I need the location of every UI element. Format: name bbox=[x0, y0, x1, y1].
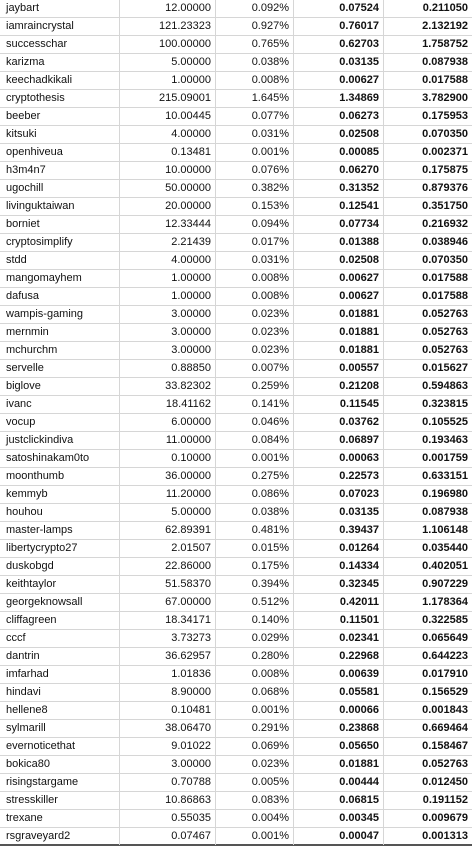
percent-cell[interactable]: 0.141% bbox=[216, 396, 294, 413]
percent-cell[interactable]: 0.382% bbox=[216, 180, 294, 197]
percent-cell[interactable]: 0.004% bbox=[216, 810, 294, 827]
table-row[interactable] bbox=[0, 180, 472, 198]
value-b-cell[interactable]: 0.017588 bbox=[422, 290, 468, 302]
amount-cell[interactable]: 0.88850 bbox=[120, 360, 216, 377]
username-cell[interactable]: hindavi bbox=[0, 684, 120, 701]
percent-cell[interactable]: 0.023% bbox=[216, 342, 294, 359]
username-cell[interactable]: justclickindiva bbox=[0, 432, 120, 449]
username-cell[interactable]: cccf bbox=[0, 630, 120, 647]
value-a-cell[interactable]: 0.23868 bbox=[294, 720, 384, 737]
username-cell[interactable]: houhou bbox=[0, 504, 120, 521]
amount-cell[interactable]: 18.41162 bbox=[120, 396, 216, 413]
percent-cell[interactable]: 0.153% bbox=[216, 198, 294, 215]
amount-cell[interactable]: 1.00000 bbox=[120, 270, 216, 287]
value-a-cell[interactable]: 0.21208 bbox=[294, 378, 384, 395]
amount-cell[interactable]: 3.00000 bbox=[120, 756, 216, 773]
amount-cell[interactable]: 9.01022 bbox=[120, 738, 216, 755]
username-cell[interactable]: evernoticethat bbox=[0, 738, 120, 755]
username-cell[interactable]: ugochill bbox=[0, 180, 120, 197]
value-a-cell[interactable]: 0.12541 bbox=[294, 198, 384, 215]
value-b-cell[interactable]: 0.001759 bbox=[422, 452, 468, 464]
percent-cell[interactable]: 0.001% bbox=[216, 828, 294, 845]
value-b-cell[interactable]: 0.402051 bbox=[422, 560, 468, 572]
percent-cell[interactable]: 0.094% bbox=[216, 216, 294, 233]
table-row[interactable] bbox=[0, 234, 472, 252]
table-row[interactable] bbox=[0, 666, 472, 684]
value-a-cell[interactable]: 0.62703 bbox=[294, 36, 384, 53]
value-b-cell[interactable]: 0.175953 bbox=[422, 110, 468, 122]
amount-cell[interactable]: 20.00000 bbox=[120, 198, 216, 215]
value-b-cell[interactable]: 0.065649 bbox=[422, 632, 468, 644]
percent-cell[interactable]: 0.092% bbox=[216, 0, 294, 17]
table-row[interactable] bbox=[0, 0, 472, 18]
value-a-cell[interactable]: 0.02341 bbox=[294, 630, 384, 647]
value-a-cell[interactable]: 0.31352 bbox=[294, 180, 384, 197]
username-cell[interactable]: mchurchm bbox=[0, 342, 120, 359]
percent-cell[interactable]: 0.275% bbox=[216, 468, 294, 485]
amount-cell[interactable]: 0.13481 bbox=[120, 144, 216, 161]
percent-cell[interactable]: 0.046% bbox=[216, 414, 294, 431]
table-row[interactable] bbox=[0, 558, 472, 576]
value-b-cell[interactable]: 0.633151 bbox=[422, 470, 468, 482]
percent-cell[interactable]: 0.023% bbox=[216, 324, 294, 341]
value-b-cell[interactable]: 0.193463 bbox=[422, 434, 468, 446]
username-cell[interactable]: ivanc bbox=[0, 396, 120, 413]
amount-cell[interactable]: 18.34171 bbox=[120, 612, 216, 629]
percent-cell[interactable]: 0.001% bbox=[216, 144, 294, 161]
username-cell[interactable]: rsgraveyard2 bbox=[0, 828, 120, 845]
username-cell[interactable]: servelle bbox=[0, 360, 120, 377]
username-cell[interactable]: mernmin bbox=[0, 324, 120, 341]
amount-cell[interactable]: 50.00000 bbox=[120, 180, 216, 197]
value-a-cell[interactable]: 0.07734 bbox=[294, 216, 384, 233]
value-b-cell[interactable]: 0.594863 bbox=[422, 380, 468, 392]
value-b-cell[interactable]: 0.052763 bbox=[422, 326, 468, 338]
table-row[interactable] bbox=[0, 324, 472, 342]
amount-cell[interactable]: 11.20000 bbox=[120, 486, 216, 503]
amount-cell[interactable]: 8.90000 bbox=[120, 684, 216, 701]
table-row[interactable] bbox=[0, 90, 472, 108]
value-b-cell[interactable]: 0.002371 bbox=[422, 146, 468, 158]
value-a-cell[interactable]: 0.02508 bbox=[294, 126, 384, 143]
amount-cell[interactable]: 0.07467 bbox=[120, 828, 216, 845]
table-row[interactable] bbox=[0, 126, 472, 144]
value-a-cell[interactable]: 0.06273 bbox=[294, 108, 384, 125]
value-b-cell[interactable]: 0.009679 bbox=[422, 812, 468, 824]
table-row[interactable] bbox=[0, 252, 472, 270]
percent-cell[interactable]: 0.008% bbox=[216, 72, 294, 89]
value-b-cell[interactable]: 0.669464 bbox=[422, 722, 468, 734]
value-a-cell[interactable]: 0.07524 bbox=[294, 0, 384, 17]
username-cell[interactable]: keechadkikali bbox=[0, 72, 120, 89]
username-cell[interactable]: jaybart bbox=[0, 0, 120, 17]
amount-cell[interactable]: 1.00000 bbox=[120, 288, 216, 305]
value-a-cell[interactable]: 0.00444 bbox=[294, 774, 384, 791]
percent-cell[interactable]: 0.175% bbox=[216, 558, 294, 575]
table-row[interactable] bbox=[0, 756, 472, 774]
value-b-cell[interactable]: 0.907229 bbox=[422, 578, 468, 590]
table-row[interactable] bbox=[0, 144, 472, 162]
value-a-cell[interactable]: 0.01881 bbox=[294, 756, 384, 773]
percent-cell[interactable]: 0.029% bbox=[216, 630, 294, 647]
table-row[interactable] bbox=[0, 18, 472, 36]
percent-cell[interactable]: 0.031% bbox=[216, 126, 294, 143]
table-row[interactable] bbox=[0, 810, 472, 828]
value-b-cell[interactable]: 0.351750 bbox=[422, 200, 468, 212]
username-cell[interactable]: kemmyb bbox=[0, 486, 120, 503]
username-cell[interactable]: openhiveua bbox=[0, 144, 120, 161]
value-a-cell[interactable]: 0.39437 bbox=[294, 522, 384, 539]
value-a-cell[interactable]: 0.00627 bbox=[294, 270, 384, 287]
username-cell[interactable]: master-lamps bbox=[0, 522, 120, 539]
table-row[interactable] bbox=[0, 522, 472, 540]
table-row[interactable] bbox=[0, 432, 472, 450]
value-a-cell[interactable]: 0.03135 bbox=[294, 504, 384, 521]
table-row[interactable] bbox=[0, 450, 472, 468]
username-cell[interactable]: sylmarill bbox=[0, 720, 120, 737]
percent-cell[interactable]: 0.291% bbox=[216, 720, 294, 737]
value-a-cell[interactable]: 0.00063 bbox=[294, 450, 384, 467]
username-cell[interactable]: wampis-gaming bbox=[0, 306, 120, 323]
value-a-cell[interactable]: 0.01388 bbox=[294, 234, 384, 251]
percent-cell[interactable]: 0.017% bbox=[216, 234, 294, 251]
value-a-cell[interactable]: 0.32345 bbox=[294, 576, 384, 593]
value-a-cell[interactable]: 0.00627 bbox=[294, 288, 384, 305]
value-a-cell[interactable]: 0.01264 bbox=[294, 540, 384, 557]
percent-cell[interactable]: 0.083% bbox=[216, 792, 294, 809]
value-b-cell[interactable]: 0.156529 bbox=[422, 686, 468, 698]
amount-cell[interactable]: 33.82302 bbox=[120, 378, 216, 395]
value-a-cell[interactable]: 0.01881 bbox=[294, 324, 384, 341]
percent-cell[interactable]: 0.001% bbox=[216, 702, 294, 719]
table-row[interactable] bbox=[0, 198, 472, 216]
table-row[interactable] bbox=[0, 306, 472, 324]
username-cell[interactable]: stdd bbox=[0, 252, 120, 269]
value-b-cell[interactable]: 0.216932 bbox=[422, 218, 468, 230]
table-row[interactable] bbox=[0, 720, 472, 738]
amount-cell[interactable]: 0.70788 bbox=[120, 774, 216, 791]
amount-cell[interactable]: 6.00000 bbox=[120, 414, 216, 431]
table-row[interactable] bbox=[0, 738, 472, 756]
username-cell[interactable]: kitsuki bbox=[0, 126, 120, 143]
username-cell[interactable]: beeber bbox=[0, 108, 120, 125]
value-a-cell[interactable]: 0.01881 bbox=[294, 342, 384, 359]
percent-cell[interactable]: 0.086% bbox=[216, 486, 294, 503]
username-cell[interactable]: livinguktaiwan bbox=[0, 198, 120, 215]
percent-cell[interactable]: 0.084% bbox=[216, 432, 294, 449]
value-b-cell[interactable]: 0.017910 bbox=[422, 668, 468, 680]
value-b-cell[interactable]: 2.132192 bbox=[422, 20, 468, 32]
table-row[interactable] bbox=[0, 54, 472, 72]
percent-cell[interactable]: 0.280% bbox=[216, 648, 294, 665]
amount-cell[interactable]: 215.09001 bbox=[120, 90, 216, 107]
table-row[interactable] bbox=[0, 486, 472, 504]
value-a-cell[interactable]: 0.00557 bbox=[294, 360, 384, 377]
percent-cell[interactable]: 0.008% bbox=[216, 288, 294, 305]
value-b-cell[interactable]: 1.758752 bbox=[422, 38, 468, 50]
value-b-cell[interactable]: 0.017588 bbox=[422, 74, 468, 86]
value-a-cell[interactable]: 0.00066 bbox=[294, 702, 384, 719]
percent-cell[interactable]: 0.481% bbox=[216, 522, 294, 539]
amount-cell[interactable]: 121.23323 bbox=[120, 18, 216, 35]
percent-cell[interactable]: 0.259% bbox=[216, 378, 294, 395]
table-row[interactable] bbox=[0, 468, 472, 486]
table-row[interactable] bbox=[0, 684, 472, 702]
value-b-cell[interactable]: 0.070350 bbox=[422, 254, 468, 266]
username-cell[interactable]: bokica80 bbox=[0, 756, 120, 773]
amount-cell[interactable]: 4.00000 bbox=[120, 126, 216, 143]
value-a-cell[interactable]: 0.22968 bbox=[294, 648, 384, 665]
percent-cell[interactable]: 0.927% bbox=[216, 18, 294, 35]
username-cell[interactable]: cryptosimplify bbox=[0, 234, 120, 251]
table-row[interactable] bbox=[0, 72, 472, 90]
username-cell[interactable]: trexane bbox=[0, 810, 120, 827]
amount-cell[interactable]: 2.21439 bbox=[120, 234, 216, 251]
amount-cell[interactable]: 10.00445 bbox=[120, 108, 216, 125]
table-row[interactable] bbox=[0, 504, 472, 522]
table-row[interactable] bbox=[0, 162, 472, 180]
amount-cell[interactable]: 4.00000 bbox=[120, 252, 216, 269]
table-row[interactable] bbox=[0, 792, 472, 810]
value-a-cell[interactable]: 0.00627 bbox=[294, 72, 384, 89]
table-row[interactable] bbox=[0, 702, 472, 720]
username-cell[interactable]: iamraincrystal bbox=[0, 18, 120, 35]
value-b-cell[interactable]: 0.052763 bbox=[422, 344, 468, 356]
table-row[interactable] bbox=[0, 396, 472, 414]
amount-cell[interactable]: 3.00000 bbox=[120, 306, 216, 323]
value-a-cell[interactable]: 0.05650 bbox=[294, 738, 384, 755]
table-row[interactable] bbox=[0, 288, 472, 306]
table-row[interactable] bbox=[0, 828, 472, 846]
value-a-cell[interactable]: 0.01881 bbox=[294, 306, 384, 323]
percent-cell[interactable]: 0.031% bbox=[216, 252, 294, 269]
percent-cell[interactable]: 0.038% bbox=[216, 54, 294, 71]
value-b-cell[interactable]: 0.038946 bbox=[422, 236, 468, 248]
value-a-cell[interactable]: 0.14334 bbox=[294, 558, 384, 575]
username-cell[interactable]: h3m4n7 bbox=[0, 162, 120, 179]
amount-cell[interactable]: 51.58370 bbox=[120, 576, 216, 593]
username-cell[interactable]: georgeknowsall bbox=[0, 594, 120, 611]
value-a-cell[interactable]: 0.76017 bbox=[294, 18, 384, 35]
amount-cell[interactable]: 3.73273 bbox=[120, 630, 216, 647]
value-a-cell[interactable]: 0.00085 bbox=[294, 144, 384, 161]
table-row[interactable] bbox=[0, 216, 472, 234]
table-row[interactable] bbox=[0, 630, 472, 648]
percent-cell[interactable]: 0.394% bbox=[216, 576, 294, 593]
percent-cell[interactable]: 0.008% bbox=[216, 666, 294, 683]
amount-cell[interactable]: 10.86863 bbox=[120, 792, 216, 809]
amount-cell[interactable]: 0.55035 bbox=[120, 810, 216, 827]
username-cell[interactable]: moonthumb bbox=[0, 468, 120, 485]
username-cell[interactable]: hellene8 bbox=[0, 702, 120, 719]
amount-cell[interactable]: 62.89391 bbox=[120, 522, 216, 539]
table-row[interactable] bbox=[0, 774, 472, 792]
percent-cell[interactable]: 0.023% bbox=[216, 756, 294, 773]
table-row[interactable] bbox=[0, 36, 472, 54]
amount-cell[interactable]: 11.00000 bbox=[120, 432, 216, 449]
value-b-cell[interactable]: 0.105525 bbox=[422, 416, 468, 428]
username-cell[interactable]: successchar bbox=[0, 36, 120, 53]
percent-cell[interactable]: 1.645% bbox=[216, 90, 294, 107]
username-cell[interactable]: karizma bbox=[0, 54, 120, 71]
amount-cell[interactable]: 1.00000 bbox=[120, 72, 216, 89]
value-a-cell[interactable]: 0.06815 bbox=[294, 792, 384, 809]
username-cell[interactable]: mangomayhem bbox=[0, 270, 120, 287]
percent-cell[interactable]: 0.069% bbox=[216, 738, 294, 755]
username-cell[interactable]: imfarhad bbox=[0, 666, 120, 683]
percent-cell[interactable]: 0.023% bbox=[216, 306, 294, 323]
username-cell[interactable]: biglove bbox=[0, 378, 120, 395]
amount-cell[interactable]: 10.00000 bbox=[120, 162, 216, 179]
username-cell[interactable]: dantrin bbox=[0, 648, 120, 665]
amount-cell[interactable]: 1.01836 bbox=[120, 666, 216, 683]
table-row[interactable] bbox=[0, 540, 472, 558]
username-cell[interactable]: duskobgd bbox=[0, 558, 120, 575]
percent-cell[interactable]: 0.068% bbox=[216, 684, 294, 701]
table-row[interactable] bbox=[0, 360, 472, 378]
value-b-cell[interactable]: 1.106148 bbox=[422, 524, 468, 536]
amount-cell[interactable]: 0.10481 bbox=[120, 702, 216, 719]
value-b-cell[interactable]: 0.175875 bbox=[422, 164, 468, 176]
table-row[interactable] bbox=[0, 270, 472, 288]
value-a-cell[interactable]: 0.00345 bbox=[294, 810, 384, 827]
amount-cell[interactable]: 22.86000 bbox=[120, 558, 216, 575]
value-b-cell[interactable]: 3.782900 bbox=[422, 92, 468, 104]
value-b-cell[interactable]: 0.644223 bbox=[422, 650, 468, 662]
percent-cell[interactable]: 0.005% bbox=[216, 774, 294, 791]
value-b-cell[interactable]: 0.015627 bbox=[422, 362, 468, 374]
amount-cell[interactable]: 12.33444 bbox=[120, 216, 216, 233]
table-row[interactable] bbox=[0, 612, 472, 630]
value-b-cell[interactable]: 0.001843 bbox=[422, 704, 468, 716]
value-a-cell[interactable]: 0.42011 bbox=[294, 594, 384, 611]
percent-cell[interactable]: 0.015% bbox=[216, 540, 294, 557]
percent-cell[interactable]: 0.512% bbox=[216, 594, 294, 611]
percent-cell[interactable]: 0.077% bbox=[216, 108, 294, 125]
value-b-cell[interactable]: 0.879376 bbox=[422, 182, 468, 194]
amount-cell[interactable]: 12.00000 bbox=[120, 0, 216, 17]
table-row[interactable] bbox=[0, 378, 472, 396]
amount-cell[interactable]: 3.00000 bbox=[120, 324, 216, 341]
value-b-cell[interactable]: 0.211050 bbox=[422, 2, 468, 14]
value-a-cell[interactable]: 1.34869 bbox=[294, 90, 384, 107]
value-a-cell[interactable]: 0.03762 bbox=[294, 414, 384, 431]
percent-cell[interactable]: 0.007% bbox=[216, 360, 294, 377]
percent-cell[interactable]: 0.001% bbox=[216, 450, 294, 467]
amount-cell[interactable]: 2.01507 bbox=[120, 540, 216, 557]
value-a-cell[interactable]: 0.07023 bbox=[294, 486, 384, 503]
percent-cell[interactable]: 0.076% bbox=[216, 162, 294, 179]
table-row[interactable] bbox=[0, 414, 472, 432]
value-a-cell[interactable]: 0.03135 bbox=[294, 54, 384, 71]
value-b-cell[interactable]: 0.017588 bbox=[422, 272, 468, 284]
percent-cell[interactable]: 0.008% bbox=[216, 270, 294, 287]
value-b-cell[interactable]: 0.191152 bbox=[422, 794, 468, 806]
value-b-cell[interactable]: 0.012450 bbox=[422, 776, 468, 788]
table-row[interactable] bbox=[0, 576, 472, 594]
value-b-cell[interactable]: 0.087938 bbox=[422, 506, 468, 518]
table-row[interactable] bbox=[0, 594, 472, 612]
value-b-cell[interactable]: 0.158467 bbox=[422, 740, 468, 752]
value-a-cell[interactable]: 0.11545 bbox=[294, 396, 384, 413]
amount-cell[interactable]: 36.00000 bbox=[120, 468, 216, 485]
value-b-cell[interactable]: 1.178364 bbox=[422, 596, 468, 608]
amount-cell[interactable]: 100.00000 bbox=[120, 36, 216, 53]
value-b-cell[interactable]: 0.035440 bbox=[422, 542, 468, 554]
percent-cell[interactable]: 0.140% bbox=[216, 612, 294, 629]
value-a-cell[interactable]: 0.06270 bbox=[294, 162, 384, 179]
username-cell[interactable]: dafusa bbox=[0, 288, 120, 305]
username-cell[interactable]: satoshinakam0to bbox=[0, 450, 120, 467]
amount-cell[interactable]: 67.00000 bbox=[120, 594, 216, 611]
value-a-cell[interactable]: 0.06897 bbox=[294, 432, 384, 449]
value-b-cell[interactable]: 0.087938 bbox=[422, 56, 468, 68]
value-b-cell[interactable]: 0.322585 bbox=[422, 614, 468, 626]
amount-cell[interactable]: 5.00000 bbox=[120, 504, 216, 521]
value-a-cell[interactable]: 0.00639 bbox=[294, 666, 384, 683]
username-cell[interactable]: cryptothesis bbox=[0, 90, 120, 107]
value-a-cell[interactable]: 0.00047 bbox=[294, 828, 384, 845]
username-cell[interactable]: cliffagreen bbox=[0, 612, 120, 629]
username-cell[interactable]: vocup bbox=[0, 414, 120, 431]
username-cell[interactable]: borniet bbox=[0, 216, 120, 233]
value-b-cell[interactable]: 0.323815 bbox=[422, 398, 468, 410]
value-b-cell[interactable]: 0.052763 bbox=[422, 758, 468, 770]
username-cell[interactable]: libertycrypto27 bbox=[0, 540, 120, 557]
value-a-cell[interactable]: 0.05581 bbox=[294, 684, 384, 701]
amount-cell[interactable]: 36.62957 bbox=[120, 648, 216, 665]
percent-cell[interactable]: 0.765% bbox=[216, 36, 294, 53]
table-row[interactable] bbox=[0, 108, 472, 126]
value-b-cell[interactable]: 0.001313 bbox=[422, 830, 468, 842]
amount-cell[interactable]: 5.00000 bbox=[120, 54, 216, 71]
value-b-cell[interactable]: 0.196980 bbox=[422, 488, 468, 500]
value-a-cell[interactable]: 0.11501 bbox=[294, 612, 384, 629]
table-row[interactable] bbox=[0, 648, 472, 666]
value-a-cell[interactable]: 0.22573 bbox=[294, 468, 384, 485]
username-cell[interactable]: keithtaylor bbox=[0, 576, 120, 593]
percent-cell[interactable]: 0.038% bbox=[216, 504, 294, 521]
username-cell[interactable]: risingstargame bbox=[0, 774, 120, 791]
value-b-cell[interactable]: 0.052763 bbox=[422, 308, 468, 320]
amount-cell[interactable]: 0.10000 bbox=[120, 450, 216, 467]
table-row[interactable] bbox=[0, 342, 472, 360]
amount-cell[interactable]: 3.00000 bbox=[120, 342, 216, 359]
value-b-cell[interactable]: 0.070350 bbox=[422, 128, 468, 140]
value-a-cell[interactable]: 0.02508 bbox=[294, 252, 384, 269]
amount-cell[interactable]: 38.06470 bbox=[120, 720, 216, 737]
username-cell[interactable]: stresskiller bbox=[0, 792, 120, 809]
